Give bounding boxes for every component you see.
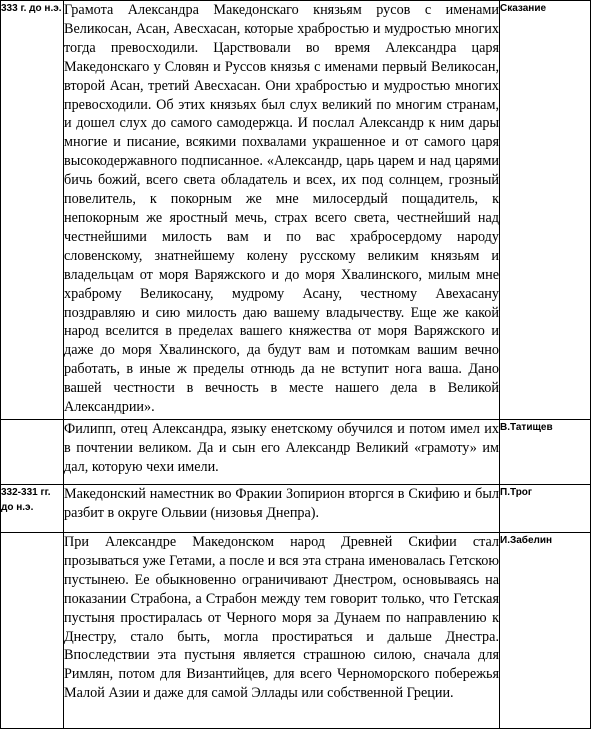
text-cell: При Александре Македонском народ Древней Скифии стал прозываться уже Гетами, а после и вся эта страна именовалась Гетскою пустынею. Ее обыкновенно ограничивают Днестром, основываясь на показании Страбона, а Страбон между тем говорит только, что Гетская пустыня простиралась от Черного моря за Дунаем по направлению к Днестру, стало быть, могла простираться и дальше Днестра. Впоследствии эта пустыня является страшною силою, сначала для Римлян, потом для Византийцев, для всего Черноморского побережья Малой Азии и даже для самой Эллады или собственной Греции.: [64, 533, 500, 729]
text-cell: Македонский наместник во Фракии Зопирион вторгся в Скифию и был разбит в округе Ольвии (низовья Днепра).: [64, 485, 500, 533]
source-cell: Сказание: [500, 1, 591, 420]
date-cell: [1, 533, 64, 729]
text-cell: Филипп, отец Александра, языку енетскому обучился и потом имел их в почтении великом. Да и сын его Александр Великий «грамоту» им дал, которую чехи имели.: [64, 420, 500, 485]
source-cell: И.Забелин: [500, 533, 591, 729]
table-row: [1, 1, 591, 420]
date-cell: [1, 420, 64, 485]
table-row: [1, 533, 591, 729]
date-cell: 333 г. до н.э.: [1, 1, 64, 420]
source-cell: П.Трог: [500, 485, 591, 533]
table-row: [1, 420, 591, 485]
source-cell: В.Татищев: [500, 420, 591, 485]
date-cell: 332-331 гг. до н.э.: [1, 485, 64, 533]
text-cell: Грамота Александра Македонскаго князьям русов с именами Великосан, Асан, Авесхасан, которые храбростью и мудростью многих тогда превосходили. Царствовали во время Александра царя Македонскаго у Словян и Руссов князья с именами первый Великосан, второй Асан, третий Авесхасан. Они храбростью и мудростью многих превосходили. Об этих князьях был слух великий по многим странам, и дошел слух до самого самодержца. И послал Александр к ним дары многие и писание, всякими похвалами украшенное и от самого царя высокодержавного подписанное. «Александр, царь царем и над царями бичь божий, всего света обладатель и всех, их под солнцем, грозный повелитель, к покорным же мне милосердый пощадитель, к непокорным же яростный мечь, страх всего света, честнейший над честнейшими милость вам и по вас храбросердому народу словенскому, знатнейшему колену русскому великим князьям и владельцам от моря Варяжского и до моря Хвалинского, милым мне храброму Великосану, мудрому Асану, честному Авехасану поздравляю и сию милость даю вашему владычеству. Еще же какой народ вселится в пределах вашего княжества от моря Варяжского и даже до моря Хвалинского, да будут вам и потомкам вашим вечно работать, в иные ж пределы отнюдь да не вступит нога ваша. Дано вашей честности в вечность в месте нашего дела в Великой Александрии».: [64, 1, 500, 420]
table-row: [1, 485, 591, 533]
